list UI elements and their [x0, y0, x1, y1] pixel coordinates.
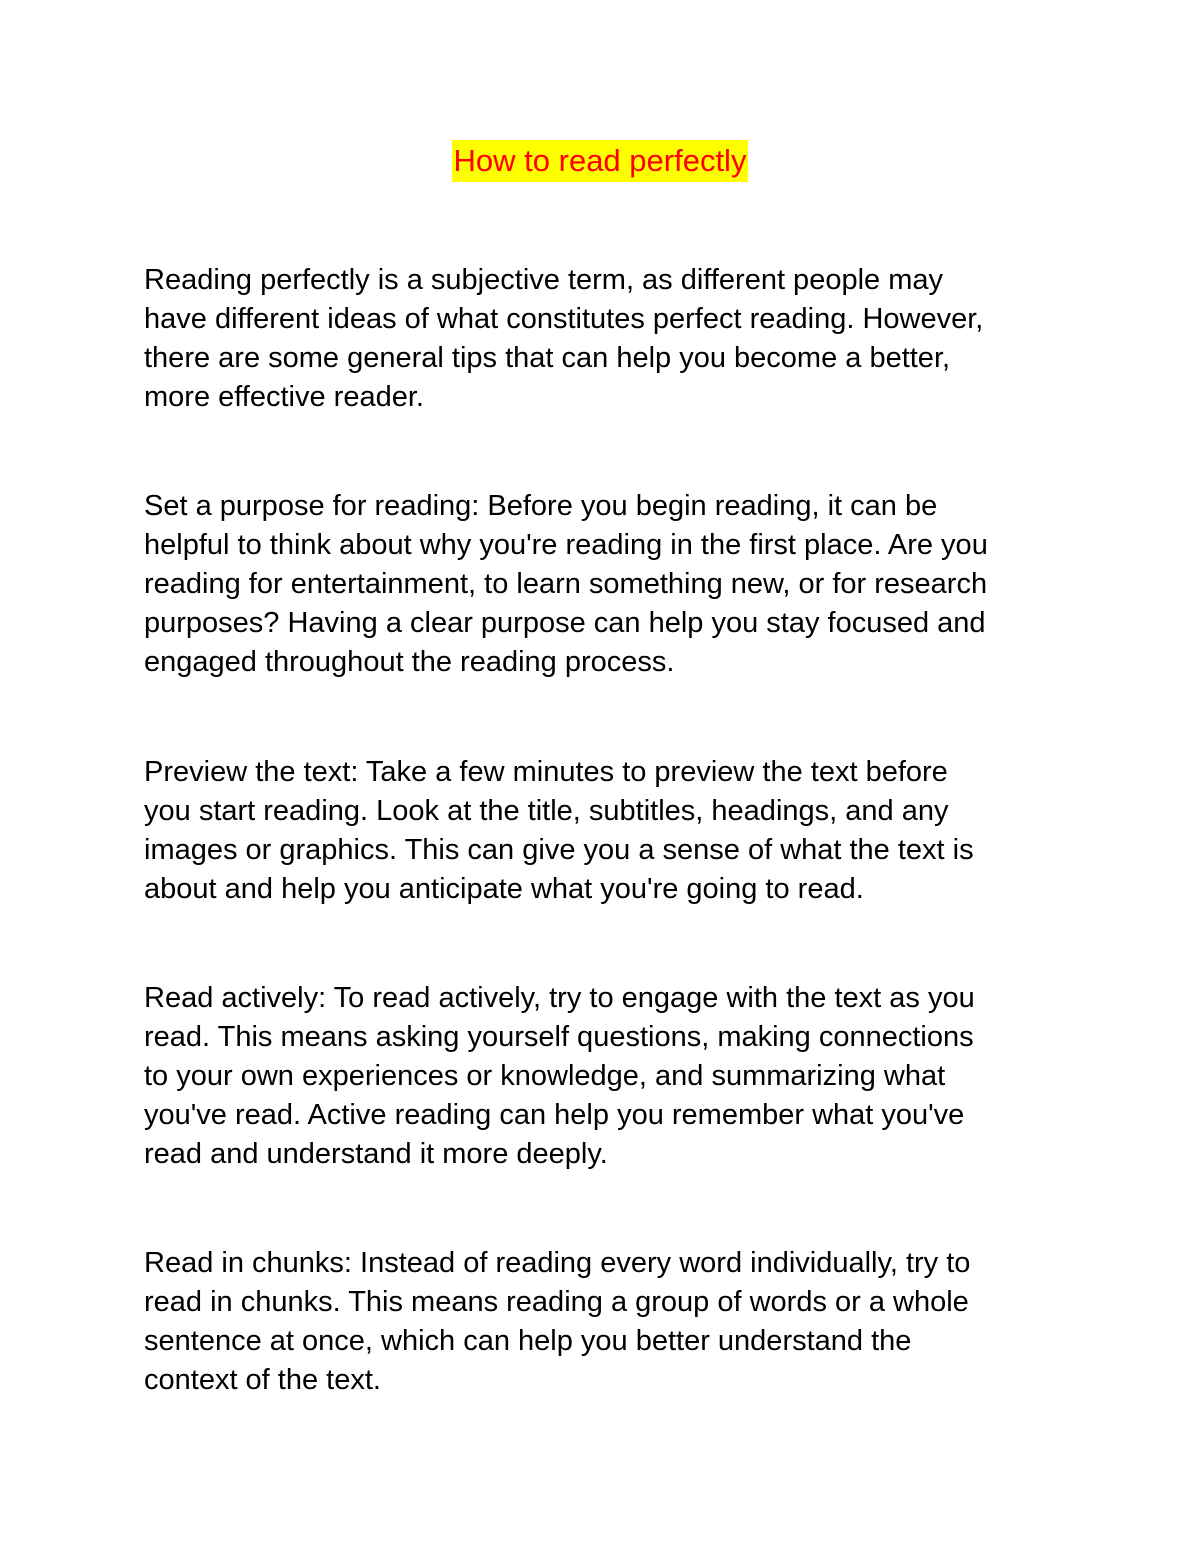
- paragraph-line: read. This means asking yourself questions, making connections: [144, 1021, 974, 1053]
- paragraph-line: context of the text.: [144, 1364, 381, 1396]
- paragraph-line: Preview the text: Take a few minutes to preview the text before: [144, 756, 948, 788]
- paragraph-line: there are some general tips that can help you become a better,: [144, 342, 951, 374]
- paragraph-line: about and help you anticipate what you're going to read.: [144, 873, 864, 905]
- paragraph-line: have different ideas of what constitutes perfect reading. However,: [144, 303, 984, 335]
- paragraph-line: you've read. Active reading can help you remember what you've: [144, 1099, 965, 1131]
- paragraph-line: read in chunks. This means reading a group of words or a whole: [144, 1286, 969, 1318]
- paragraph-line: Set a purpose for reading: Before you begin reading, it can be: [144, 490, 938, 522]
- intro-paragraph: [144, 261, 1074, 417]
- purpose-paragraph: [144, 487, 1074, 682]
- paragraph-line: reading for entertainment, to learn something new, or for research: [144, 568, 988, 600]
- paragraph-line: more effective reader.: [144, 381, 424, 413]
- paragraph-line: Read in chunks: Instead of reading every word individually, try to: [144, 1247, 971, 1279]
- preview-paragraph: [144, 753, 1074, 909]
- paragraph-line: to your own experiences or knowledge, and summarizing what: [144, 1060, 946, 1092]
- paragraph-line: you start reading. Look at the title, subtitles, headings, and any: [144, 795, 949, 827]
- paragraph-line: images or graphics. This can give you a sense of what the text is: [144, 834, 974, 866]
- paragraph-line: read and understand it more deeply.: [144, 1138, 608, 1170]
- paragraph-line: purposes? Having a clear purpose can help you stay focused and: [144, 607, 986, 639]
- read-in-chunks-paragraph: [144, 1244, 1074, 1400]
- paragraph-line: engaged throughout the reading process.: [144, 646, 675, 678]
- read-actively-paragraph: [144, 979, 1074, 1174]
- paragraph-line: Read actively: To read actively, try to engage with the text as you: [144, 982, 975, 1014]
- paragraph-line: Reading perfectly is a subjective term, as different people may: [144, 264, 943, 296]
- paragraph-line: helpful to think about why you're reading in the first place. Are you: [144, 529, 988, 561]
- title-container: [0, 140, 1200, 182]
- document-title: How to read perfectly: [452, 140, 749, 182]
- paragraph-line: sentence at once, which can help you better understand the: [144, 1325, 912, 1357]
